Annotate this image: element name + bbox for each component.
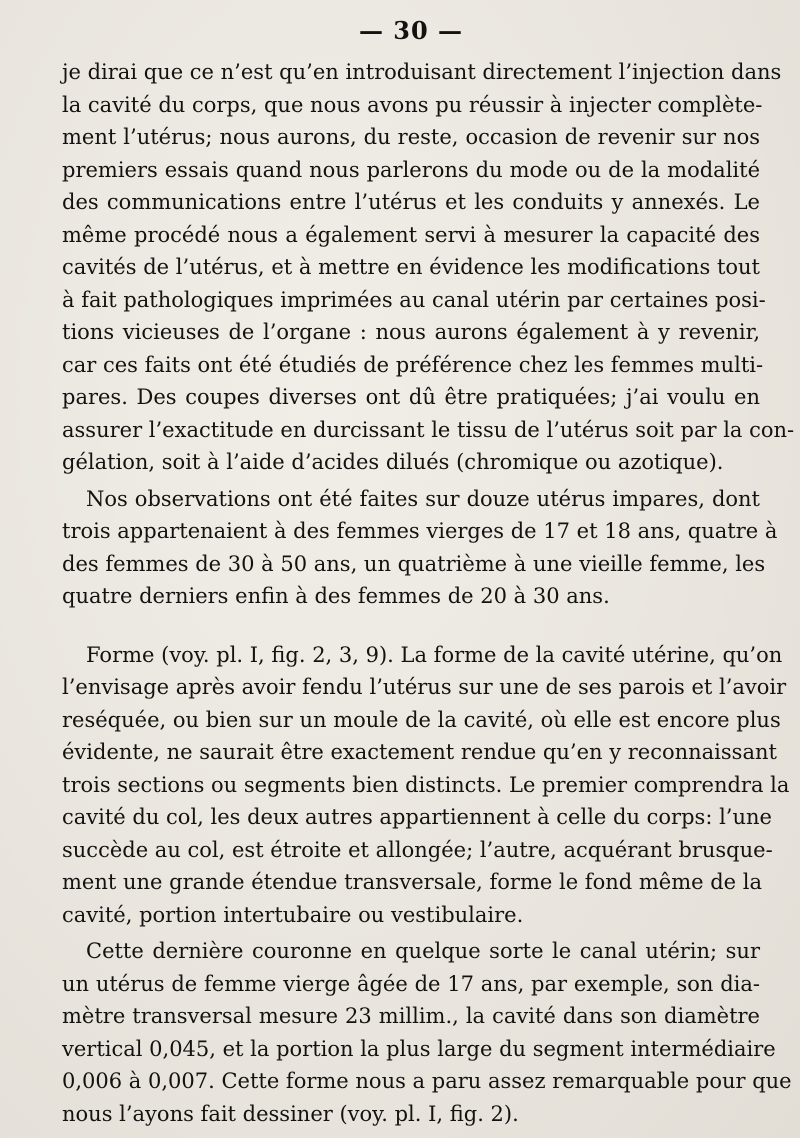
text-line: mètre transversal mesure 23 millim., la cavité dans son diamètre [62, 1004, 760, 1028]
text-line: des communications entre l’utérus et les conduits y annexés. Le [62, 190, 760, 214]
text-line: évidente, ne saurait être exactement rendue qu’en y reconnaissant [62, 740, 777, 764]
text-line: cavités de l’utérus, et à mettre en évidence les modifications tout [62, 255, 760, 279]
text-line: trois sections ou segments bien distincts. Le premier comprendra la [62, 772, 790, 797]
paragraph-3 [62, 639, 790, 932]
text-line: Cette dernière couronne en quelque sorte le canal utérin; sur [86, 939, 760, 963]
text-line: ment une grande étendue transversale, forme le fond même de la [62, 870, 763, 894]
paragraph-2 [62, 483, 778, 613]
text-line: cavité du col, les deux autres appartiennent à celle du corps: l’une [62, 805, 772, 829]
text-line: Nos observations ont été faites sur douze utérus impares, dont [86, 486, 760, 511]
text-line: assurer l’exactitude en durcissant le tissu de l’utérus soit par la con- [62, 417, 795, 442]
text-line: succède au col, est étroite et allongée; l’autre, acquérant brusque- [62, 837, 773, 862]
text-line: à fait pathologiques imprimées au canal utérin par certaines posi- [62, 287, 766, 312]
text-line: gélation, soit à l’aide d’acides dilués (chromique ou azotique). [62, 450, 724, 474]
text-line: nous l’ayons fait dessiner (voy. pl. I, fig. 2). [62, 1101, 519, 1126]
page-number: — 30 — [358, 16, 464, 45]
section-spacer [62, 613, 760, 639]
text-line: tions vicieuses de l’organe : nous aurons également à y revenir, [62, 320, 760, 344]
text-line: car ces faits ont été étudiés de préférence chez les femmes multi- [62, 352, 764, 377]
text-line: pares. Des coupes diverses ont dû être pratiquées; j’ai voulu en [62, 385, 760, 409]
text-line: vertical 0,045, et la portion la plus large du segment intermédiaire [62, 1036, 776, 1061]
text-line: cavité, portion intertubaire ou vestibulaire. [62, 902, 524, 927]
text-line: premiers essais quand nous parlerons du mode ou de la modalité [62, 157, 760, 182]
body-text [62, 56, 795, 1130]
text-line: Forme (voy. pl. I, fig. 2, 3, 9). La forme de la cavité utérine, qu’on [86, 642, 783, 667]
paragraph-1 [62, 56, 795, 479]
text-line: 0,006 à 0,007. Cette forme nous a paru assez remarquable pour que [62, 1069, 792, 1093]
text-line: même procédé nous a également servi à mesurer la capacité des [62, 222, 760, 247]
text-line: quatre derniers enfin à des femmes de 20 à 30 ans. [62, 584, 610, 608]
text-line: des femmes de 30 à 50 ans, un quatrième à une vieille femme, les [62, 551, 766, 576]
text-line: reséquée, ou bien sur un moule de la cavité, où elle est encore plus [62, 707, 781, 732]
text-line: l’envisage après avoir fendu l’utérus sur une de ses parois et l’avoir [62, 675, 787, 699]
text-line: ment l’utérus; nous aurons, du reste, occasion de revenir sur nos [62, 125, 760, 149]
text-line: la cavité du corps, que nous avons pu réussir à injecter complète- [62, 92, 763, 117]
text-line: un utérus de femme vierge âgée de 17 ans, par exemple, son dia- [62, 971, 760, 996]
paragraph-4 [62, 935, 792, 1130]
text-line: je dirai que ce n’est qu’en introduisant directement l’injection dans [62, 60, 782, 84]
text-line: trois appartenaient à des femmes vierges de 17 et 18 ans, quatre à [62, 519, 778, 543]
